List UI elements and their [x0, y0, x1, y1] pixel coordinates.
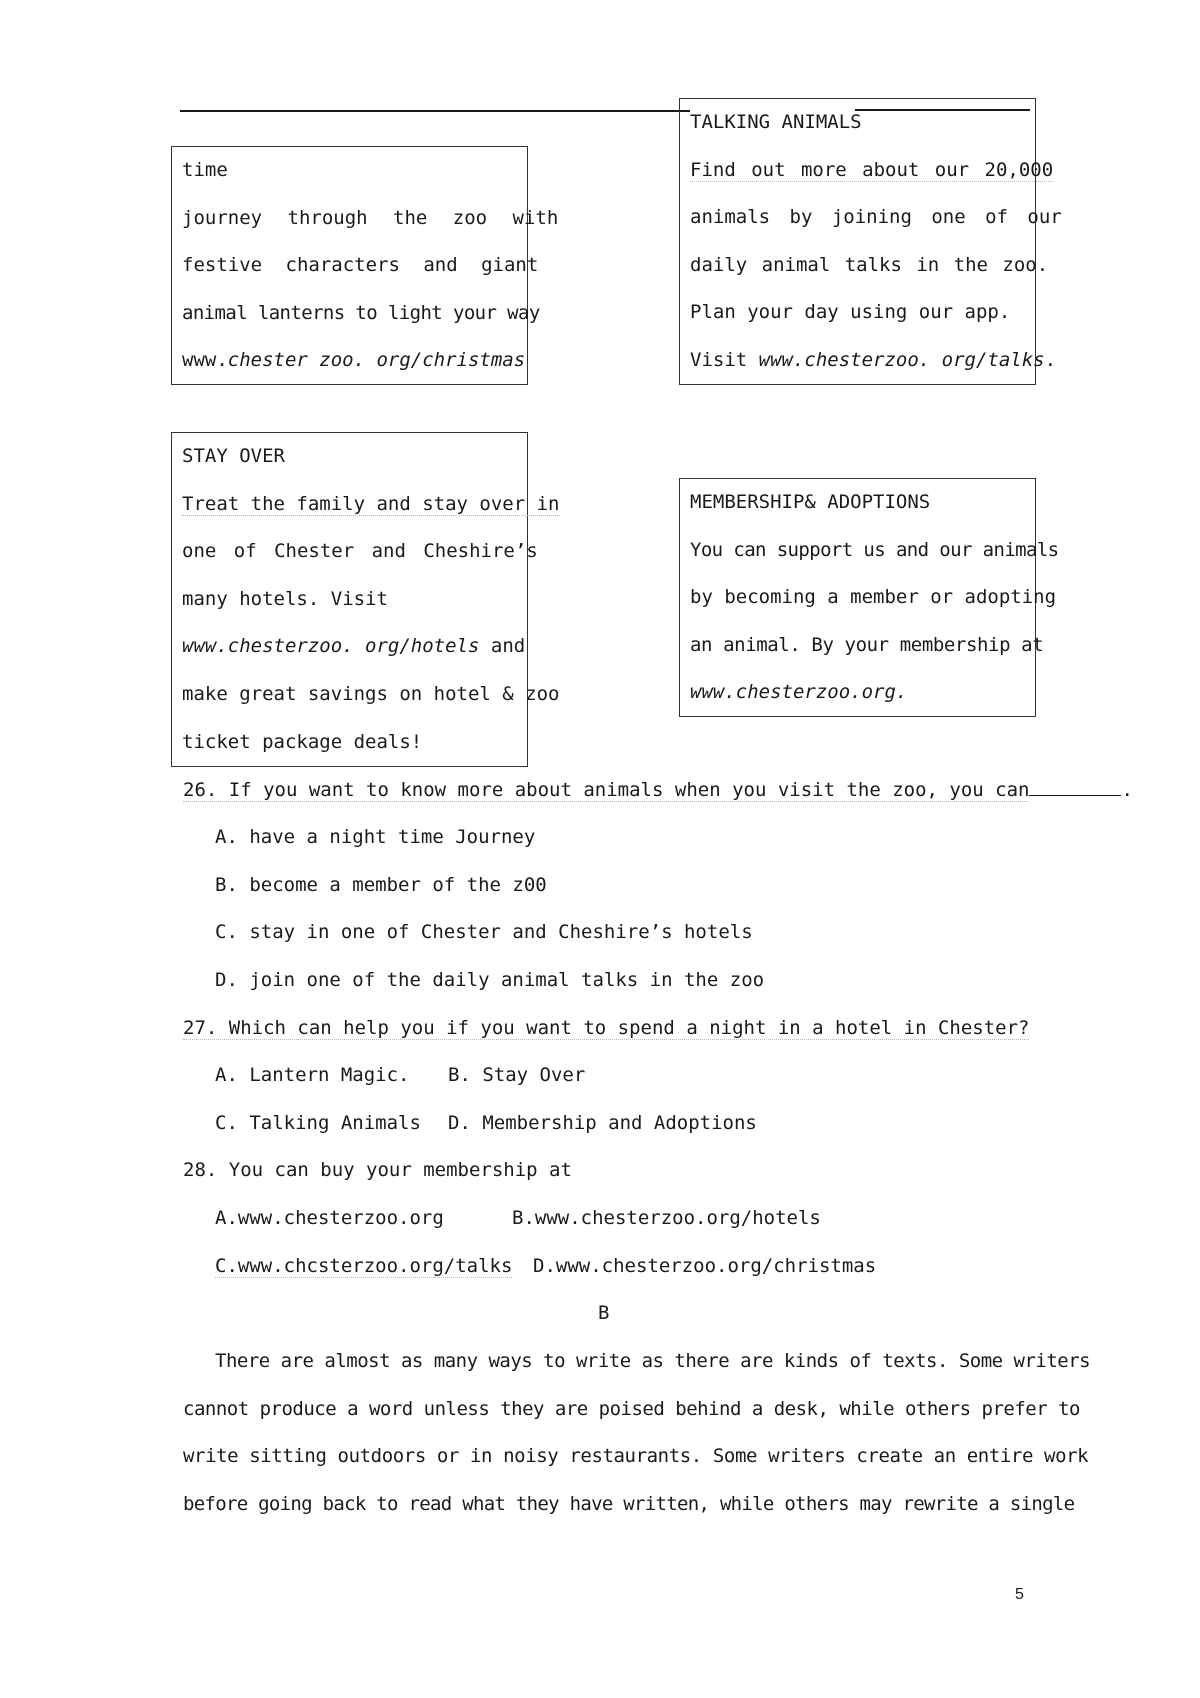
q26-option-a[interactable]: A. have a night time Journey	[215, 826, 536, 848]
q27-option-a[interactable]: A. Lantern Magic.	[215, 1064, 410, 1086]
q28-option-c-text[interactable]: C.www.chcsterzoo.org/talks	[215, 1255, 513, 1277]
section-b-line-4: before going back to read what they have written, while others may rewrite a single	[183, 1492, 1075, 1515]
q27-option-b[interactable]: B. Stay Over	[448, 1064, 586, 1086]
talking-url-period: .	[1044, 348, 1057, 371]
lantern-line-4: animal lanterns to light your way	[182, 301, 540, 324]
section-b-line-1: There are almost as many ways to write as there are kinds of texts. Some writers	[215, 1350, 1091, 1372]
membership-line-1: You can support us and our animals	[690, 538, 1059, 561]
stay-line-3	[182, 576, 517, 624]
stay-many-word: many	[182, 587, 228, 610]
section-b-line-3: write sitting outdoors or in noisy restaurants. Some writers create an entire work	[183, 1445, 1089, 1468]
stay-over-box	[171, 432, 560, 767]
q27-stem	[183, 1005, 1029, 1053]
section-b-paragraph	[183, 1338, 1091, 1528]
q28-option-b[interactable]: B.www.chesterzoo.org/hotels	[512, 1207, 821, 1229]
q28-option-d[interactable]: D.www.chesterzoo.org/christmas	[533, 1255, 877, 1277]
q26-option-c[interactable]: C. stay in one of Chester and Cheshire’s hotels	[215, 921, 753, 943]
stay-line-2: one of Chester and Cheshire’s	[182, 540, 538, 563]
lantern-url-line[interactable]	[182, 337, 526, 385]
lantern-magic-box	[171, 146, 559, 385]
q26-stem	[183, 767, 1133, 815]
talking-line-4: Plan your day using our app.	[690, 301, 1011, 324]
lantern-line-2-text: journey through the zoo with	[182, 206, 559, 229]
talking-url[interactable]: www.chesterzoo. org/talks	[758, 348, 1045, 371]
stay-line-6: make great savings on hotel & zoo	[182, 682, 560, 705]
q27-option-c[interactable]: C. Talking Animals	[215, 1112, 421, 1134]
talking-visit-label: Visit	[690, 348, 759, 371]
membership-line-2: by becoming a member or adopting	[690, 586, 1057, 609]
q27-stem-text: 27. Which can help you if you want to spend a night in a hotel in Chester?	[183, 1017, 1030, 1039]
membership-line-3: an animal. By your membership at	[690, 633, 1044, 656]
top-rule-left	[180, 110, 690, 112]
stay-url[interactable]: www.chesterzoo. org/hotels	[182, 635, 480, 658]
lantern-url[interactable]: chester zoo. org/christmas	[227, 349, 526, 372]
lantern-url-prefix: www.	[182, 349, 228, 372]
membership-box	[679, 478, 1059, 717]
stay-heading: STAY OVER	[182, 445, 285, 467]
section-b-heading: B	[598, 1302, 610, 1324]
stay-line-1: Treat the family and stay over in	[182, 492, 560, 515]
talking-line-3: daily animal talks in the zoo.	[690, 253, 1049, 276]
q26-stem-text: 26. If you want to know more about animals when you visit the zoo, you can	[183, 779, 1030, 801]
q26-answer-blank	[1029, 771, 1121, 796]
lantern-line-3: festive characters and giant	[182, 254, 539, 277]
talking-line-1: Find out more about our 20,000	[690, 158, 1054, 181]
membership-url[interactable]: www.chesterzoo.org.	[690, 681, 908, 704]
q26-option-b[interactable]: B. become a member of the z00	[215, 874, 547, 896]
q26-stem-end: .	[1121, 779, 1133, 801]
q28-stem: 28. You can buy your membership at	[183, 1159, 572, 1181]
section-b-line-2: cannot produce a word unless they are poised behind a desk, while others prefer to	[183, 1397, 1080, 1420]
lantern-line-2	[182, 195, 559, 243]
lantern-line-1: time	[182, 159, 228, 181]
stay-visit-word: Visit	[330, 587, 388, 610]
stay-line-4	[182, 623, 526, 671]
page-number: 5	[1015, 1586, 1024, 1603]
q26-option-d[interactable]: D. join one of the daily animal talks in the zoo	[215, 969, 765, 991]
q28-option-c	[215, 1243, 512, 1291]
talking-heading: TALKING ANIMALS	[690, 111, 862, 133]
stay-and-word: and	[490, 635, 526, 658]
talking-url-line[interactable]	[690, 337, 1057, 385]
q28-option-a[interactable]: A.www.chesterzoo.org	[215, 1207, 444, 1229]
membership-heading: MEMBERSHIP& ADOPTIONS	[690, 491, 931, 513]
talking-line-2: animals by joining one of our	[690, 206, 1062, 229]
talking-animals-box	[679, 98, 1062, 385]
stay-hotels-word: hotels.	[239, 587, 320, 610]
q27-option-d[interactable]: D. Membership and Adoptions	[448, 1112, 757, 1134]
stay-line-7: ticket package deals!	[182, 730, 423, 753]
